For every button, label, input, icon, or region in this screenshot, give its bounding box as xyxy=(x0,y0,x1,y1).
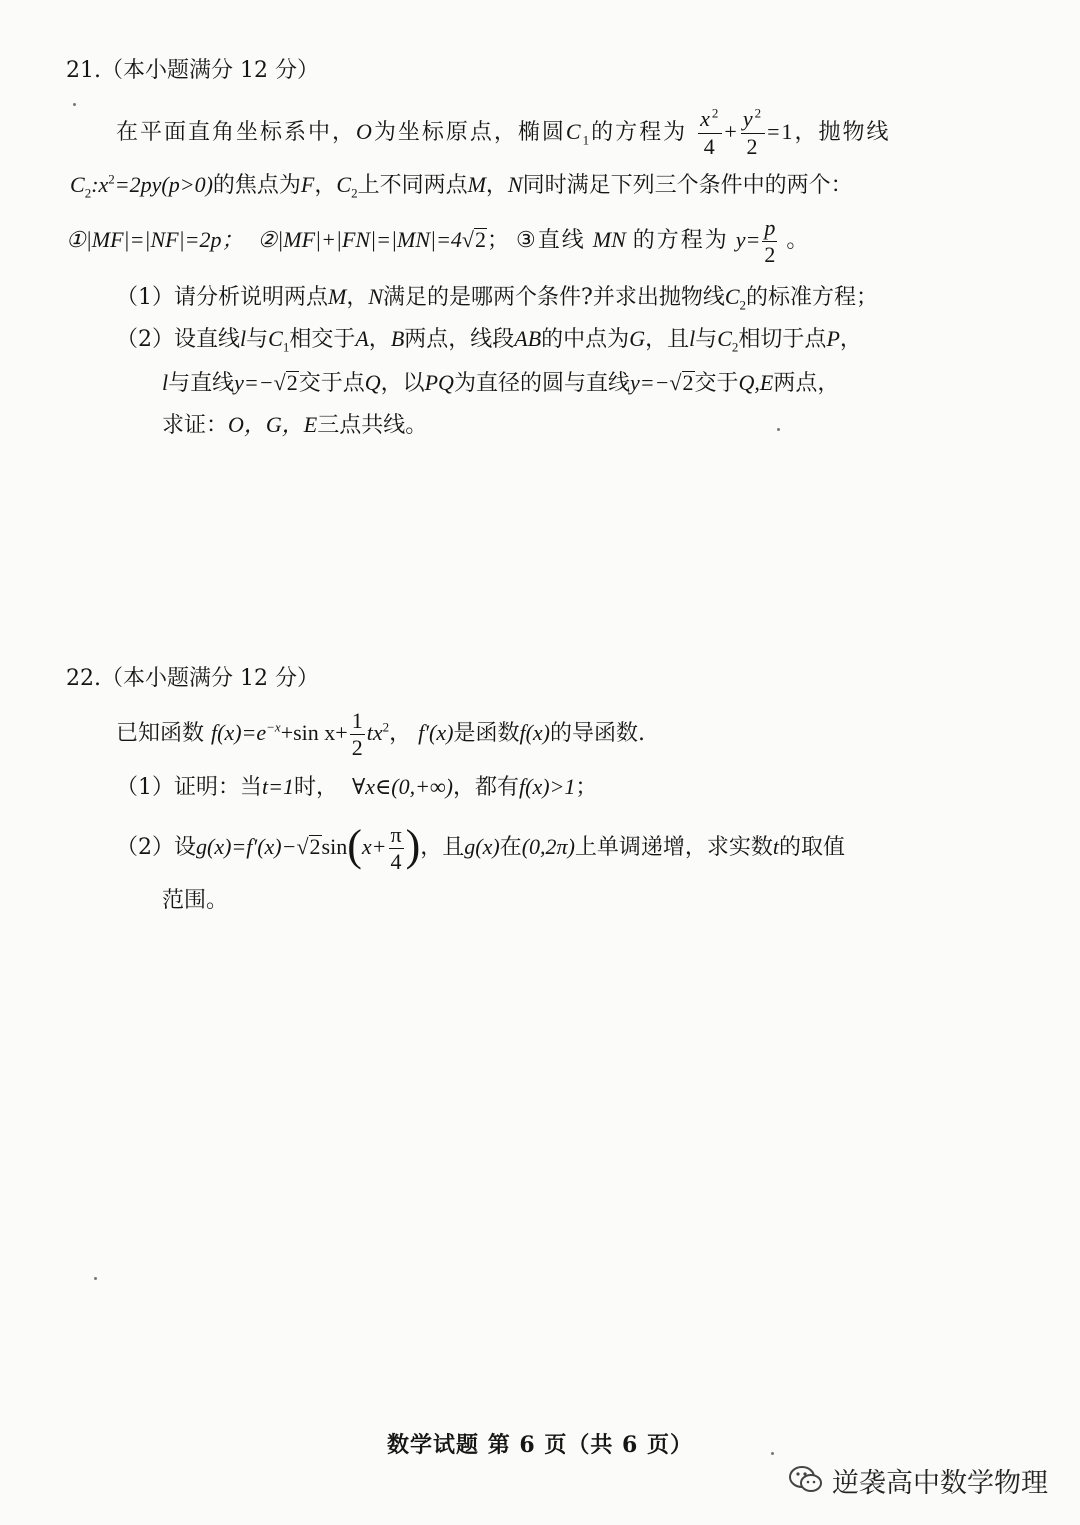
q22-header: 22.（本小题满分 12 分） xyxy=(66,666,319,691)
p-half-frac: $\frac{p}{2}$ xyxy=(764,214,776,267)
q21-prove: 求证：O，G，E三点共线。 xyxy=(162,412,428,438)
q21-parabola-line: $C_2:x^2=2py(p>0)$的焦点为F，$C_2$上不同两点M，N同时满足下列三个条件中的两个： xyxy=(70,171,853,201)
watermark-text: 逆袭高中数学物理 xyxy=(832,1467,1048,1499)
q21-header: 21.（本小题满分 12 分） xyxy=(66,58,319,83)
page-footer: 数学试题 第 6 页（共 6 页） xyxy=(387,1432,693,1458)
half-frac: $\frac{1}{2}$ xyxy=(351,707,363,760)
scan-speck xyxy=(73,103,76,106)
ellipse-frac-y: $\frac{y^2}{2}$ xyxy=(742,105,764,159)
scan-speck xyxy=(94,1277,97,1280)
q22-intro: 已知函数 $f(x)=e^{-x}+\sin$ x+ $\frac{1}{2}$ $tx^2$， f′(x)是函数f(x)的导函数. xyxy=(116,707,645,760)
scan-speck xyxy=(771,1452,774,1455)
wechat-icon xyxy=(788,1464,824,1496)
q21-part1: （1）请分析说明两点M，N满足的是哪两个条件?并求出抛物线$C_2$的标准方程； xyxy=(116,284,879,313)
q22-part2: （2）设g(x)=f′(x)−√2sin(x+ $\frac{\pi}{4}$ )，且g(x)在(0,2π)上单调递增，求实数t的取值 xyxy=(116,821,846,874)
q21-conditions-line: ①|MF|=|NF|=2p； ②|MF|+|FN|=|MN|=4√2； ③直线 MN 的方程为 y= $\frac{p}{2}$ 。 xyxy=(66,214,809,267)
ellipse-frac-x: $\frac{x^2}{4}$ xyxy=(700,105,721,159)
q22-part1: （1）证明：当t=1时， ∀x∈(0,+∞)，都有f(x)>1； xyxy=(116,774,598,800)
q21-intro-line: 在平面直角坐标系中，O为坐标原点，椭圆$C_1$的方程为 $\frac{x^2}{4}$ + $\frac{y^2}{2}$ =1，抛物线 xyxy=(116,105,891,159)
q22-part2-cont: 范围。 xyxy=(162,888,229,913)
scan-speck xyxy=(777,428,780,431)
q21-part2-line1: （2）设直线l与$C_1$相交于A，B两点，线段AB的中点为G，且l与$C_2$相切于点P， xyxy=(116,326,862,355)
pi-quarter-frac: $\frac{\pi}{4}$ xyxy=(390,821,402,874)
watermark xyxy=(788,1460,1048,1500)
q21-part2-line2: l与直线y=−√2交于点Q，以PQ为直径的圆与直线y=−√2交于Q,E两点， xyxy=(162,370,840,396)
